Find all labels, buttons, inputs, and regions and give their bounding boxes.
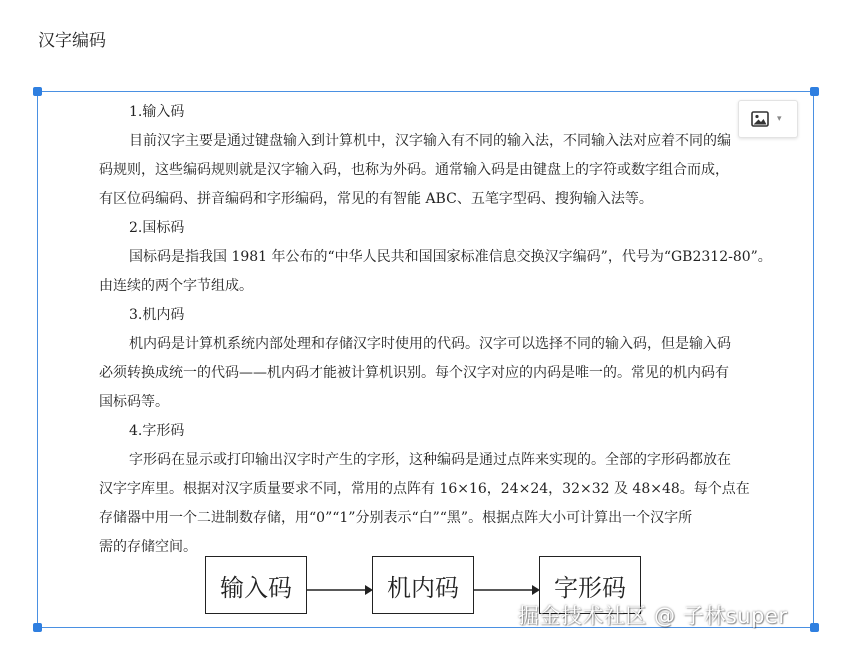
paragraph-line: 国标码是指我国 1981 年公布的“中华人民共和国国家标准信息交换汉字编码”，代号为“GB2312-80”。 — [129, 249, 772, 265]
flow-box-internal-code: 机内码 — [372, 556, 474, 614]
embedded-image[interactable] — [37, 91, 814, 628]
paragraph-line: 目前汉字主要是通过键盘输入到计算机中，汉字输入有不同的输入法，不同输入法对应着不同的编 — [129, 133, 731, 149]
paragraph-line: 有区位码编码、拼音编码和字形编码，常见的有智能 ABC、五笔字型码、搜狗输入法等。 — [99, 191, 653, 207]
paragraph-line: 码规则，这些编码规则就是汉字输入码，也称为外码。通常输入码是由键盘上的字符或数字组合而成， — [99, 162, 729, 178]
paragraph-line: 由连续的两个字节组成。 — [99, 278, 253, 294]
image-options-button[interactable] — [738, 100, 798, 138]
arrow-right-icon — [307, 584, 373, 596]
flow-box-glyph-code: 字形码 — [539, 556, 641, 614]
resize-handle-bottom-right[interactable] — [810, 623, 819, 632]
flow-box-input-code: 输入码 — [205, 556, 307, 614]
paragraph-line: 存储器中用一个二进制数存储，用“0”“1”分别表示“白”“黑”。根据点阵大小可计算出一个汉字所 — [99, 510, 693, 526]
resize-handle-bottom-left[interactable] — [33, 623, 42, 632]
paragraph-line: 机内码是计算机系统内部处理和存储汉字时使用的代码。汉字可以选择不同的输入码，但是输入码 — [129, 336, 731, 352]
watermark: 掘金技术社区 @ 子林super — [518, 604, 788, 628]
section-heading: 2.国标码 — [129, 220, 185, 236]
resize-handle-top-left[interactable] — [33, 87, 42, 96]
paragraph-line: 需的存储空间。 — [99, 539, 197, 555]
caret-down-icon: ▾ — [777, 114, 782, 124]
section-heading: 3.机内码 — [129, 307, 185, 323]
section-heading: 4.字形码 — [129, 423, 185, 439]
section-heading: 1.输入码 — [129, 104, 185, 120]
image-icon — [751, 111, 769, 127]
page-title: 汉字编码 — [38, 31, 106, 51]
arrow-right-icon — [474, 584, 540, 596]
paragraph-line: 字形码在显示或打印输出汉字时产生的字形，这种编码是通过点阵来实现的。全部的字形码都放在 — [129, 452, 731, 468]
paragraph-line: 国标码等。 — [99, 394, 169, 410]
paragraph-line: 必须转换成统一的代码——机内码才能被计算机识别。每个汉字对应的内码是唯一的。常见的机内码有 — [99, 365, 729, 381]
paragraph-line: 汉字字库里。根据对汉字质量要求不同，常用的点阵有 16×16，24×24，32×32 及 48×48。每个点在 — [99, 481, 750, 497]
resize-handle-top-right[interactable] — [810, 87, 819, 96]
document-text — [99, 98, 799, 562]
